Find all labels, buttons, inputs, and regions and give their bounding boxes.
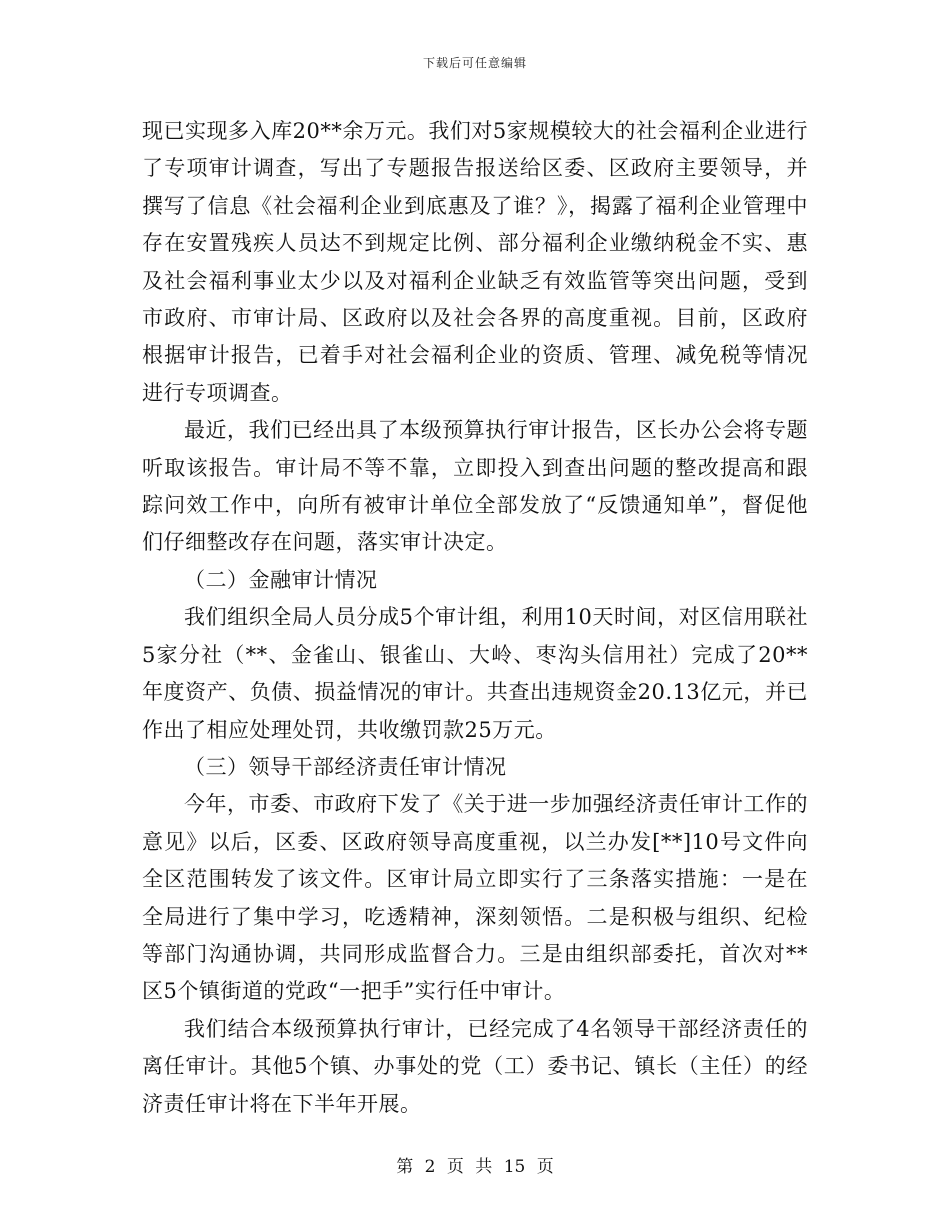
page-header: 下载后可任意编辑 [422,56,527,70]
section-heading-leader-audit: （三）领导干部经济责任审计情况 [184,754,507,779]
section-heading-financial-audit: （二）金融审计情况 [184,567,378,592]
paragraph-budget-report: 最近，我们已经出具了本级预算执行审计报告，区长办公会将专题听取该报告。审计局不等不靠，立即投入到查出问题的整改提高和跟踪问效工作中，向所有被审计单位全部发放了“反馈通知单”，督促他们仔细整改存在问题，落实审计决定。 [142,418,808,555]
page-number: 第 2 页 共 15 页 [396,1157,554,1177]
paragraph-financial-audit: 我们组织全局人员分成5个审计组，利用10天时间，对区信用联社5家分社（**、金雀山、银雀山、大岭、枣沟头信用社）完成了20**年度资产、负债、损益情况的审计。共查出违规资金20.13亿元，并已作出了相应处理处罚，共收缴罚款25万元。 [142,605,808,742]
document-body [142,113,808,1123]
paragraph-departure-audit: 我们结合本级预算执行审计，已经完成了4名领导干部经济责任的离任审计。其他5个镇、办事处的党（工）委书记、镇长（主任）的经济责任审计将在下半年开展。 [142,1016,808,1116]
paragraph-welfare-audit: 现已实现多入库20**余万元。我们对5家规模较大的社会福利企业进行了专项审计调查，写出了专题报告报送给区委、区政府主要领导，并撰写了信息《社会福利企业到底惠及了谁？》，揭露了福利企业管理中存在安置残疾人员达不到规定比例、部分福利企业缴纳税金不实、惠及社会福利事业太少以及对福利企业缺乏有效监管等突出问题，受到市政府、市审计局、区政府以及社会各界的高度重视。目前，区政府根据审计报告，已着手对社会福利企业的资质、管理、减免税等情况进行专项调查。 [142,119,808,405]
paragraph-leader-audit-measures: 今年，市委、市政府下发了《关于进一步加强经济责任审计工作的意见》以后，区委、区政府领导高度重视，以兰办发[**]10号文件向全区范围转发了该文件。区审计局立即实行了三条落实措施：一是在全局进行了集中学习，吃透精神，深刻领悟。二是积极与组织、纪检等部门沟通协调，共同形成监督合力。三是由组织部委托，首次对**区5个镇街道的党政“一把手”实行任中审计。 [142,792,808,1004]
